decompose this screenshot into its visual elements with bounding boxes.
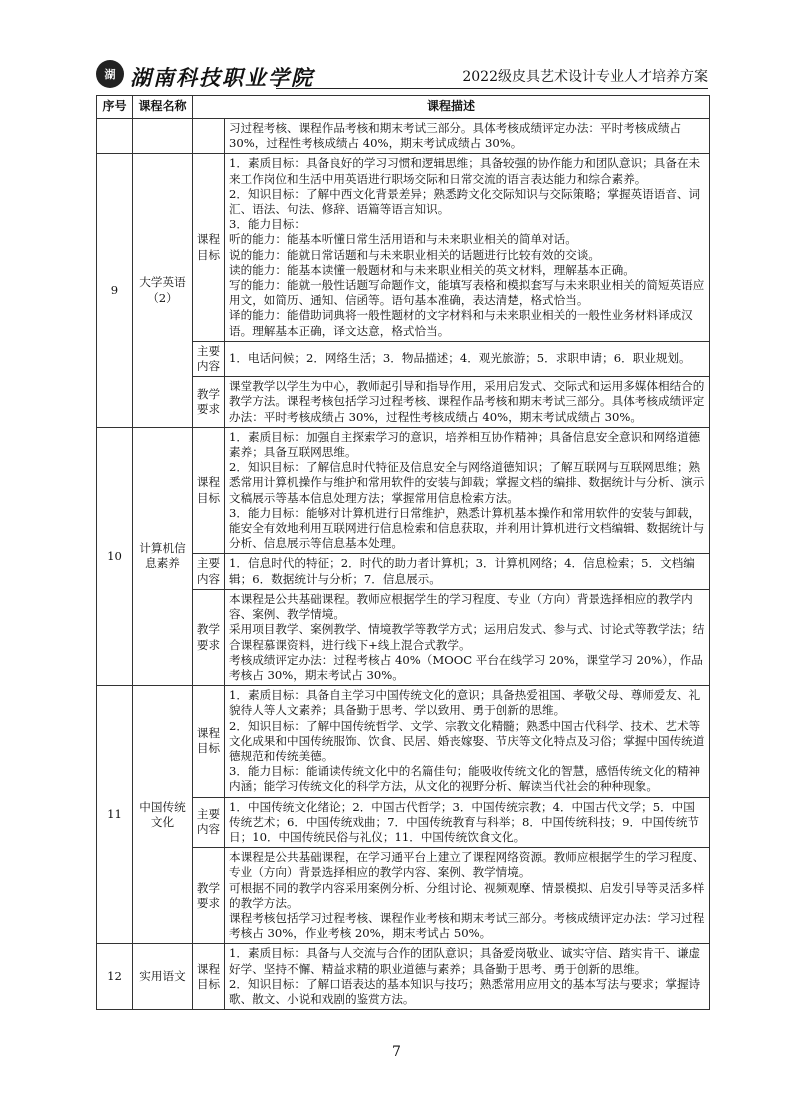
course-number: 9 xyxy=(97,154,133,427)
text-line: 考核成绩评定办法：过程考核占 40%（MOOC 平台在线学习 20%，课堂学习 20%），作品考核占 30%，期末考试占 30%。 xyxy=(229,652,703,682)
table-row xyxy=(97,944,710,1010)
content-label: 主要内容 xyxy=(193,554,225,589)
teaching-label: 教学要求 xyxy=(193,848,225,944)
text-line: 30%，过程性考核成绩占 40%，期末考试成绩占 30%。 xyxy=(229,136,523,151)
objectives-label: 课程目标 xyxy=(193,427,225,554)
table-row xyxy=(97,154,710,341)
content-text: 1．中国传统文化绪论；2．中国古代哲学；3．中国传统宗教；4．中国古代文学；5．中国传统艺术；6．中国传统戏曲；7．中国传统教育与科举；8．中国传统科技；9．中国传统节日；10．中国传统民俗与礼仪；11．中国传统饮食文化。 xyxy=(225,797,710,848)
header-divider xyxy=(276,88,708,89)
text-line: 1．素质目标：具备与人交流与合作的团队意识；具备爱岗敬业、诚实守信、踏实肯干、谦虚好学、坚持不懈、精益求精的职业道德与素养；具备勤于思考、勇于创新的思维。 xyxy=(229,946,701,976)
empty-cell xyxy=(193,119,225,154)
teaching-text xyxy=(225,848,710,944)
text-line: 本课程是公共基础课程。教师应根据学生的学习程度、专业（方向）背景选择相应的教学内容、案例、教学情境。 xyxy=(229,591,693,622)
text-line: 2．知识目标：了解中国传统哲学、文学、宗教文化精髓；熟悉中国古代科学、技术、艺术等文化成果和中国传统服饰、饮食、民居、婚丧嫁娶、节庆等文化特点及习俗；掌握中国传统道德规范和传统美德。 xyxy=(229,718,705,763)
table-header-row xyxy=(97,96,710,119)
course-name: 大学英语（2） xyxy=(133,154,193,427)
text-line: 2．知识目标：了解中西文化背景差异；熟悉跨文化交际知识与交际策略；掌握英语语音、词汇、语法、句法、修辞、语篇等语言知识。 xyxy=(229,186,701,217)
continued-description xyxy=(225,119,710,154)
school-logo-icon: 湖 xyxy=(96,60,124,88)
teaching-label: 教学要求 xyxy=(193,589,225,685)
content-text: 1．电话问候；2．网络生活；3．物品描述；4．观光旅游；5．求职申请；6．职业规划。 xyxy=(225,341,710,376)
text-line: 1．素质目标：具备良好的学习习惯和逻辑思维；具备较强的协作能力和团队意识；具备在未来工作岗位和生活中用英语进行职场交际和日常交流的语言表达能力和综合素养。 xyxy=(229,156,701,186)
document-title: 2022级皮具艺术设计专业人才培养方案 xyxy=(462,69,708,85)
text-line: 听的能力：能基本听懂日常生活用语和与未来职业相关的简单对话。 xyxy=(229,232,577,247)
objectives-label: 课程目标 xyxy=(193,154,225,341)
text-line: 可根据不同的教学内容采用案例分析、分组讨论、视频观摩、情景模拟、启发引导等灵活多样的教学方法。 xyxy=(229,880,705,910)
course-number: 12 xyxy=(97,944,133,1010)
teaching-label: 教学要求 xyxy=(193,377,225,428)
text-line: 本课程是公共基础课程，在学习通平台上建立了课程网络资源。教师应根据学生的学习程度、专业（方向）背景选择相应的教学内容、案例、教学情境。 xyxy=(229,850,705,880)
teaching-text: 课堂教学以学生为中心，教师起引导和指导作用，采用启发式、交际式和运用多媒体相结合的教学方法。课程考核包括学习过程考核、课程作品考核和期末考试三部分。具体考核成绩评定办法：平时考核成绩占 30%，过程性考核成绩占 40%，期末考试成绩占 30%。 xyxy=(225,377,710,428)
content-text: 1．信息时代的特征；2．时代的助力者计算机；3．计算机网络；4．信息检索；5．文档编辑；6．数据统计与分析；7．信息展示。 xyxy=(225,554,710,589)
course-number: 11 xyxy=(97,686,133,944)
text-line: 3．能力目标： xyxy=(229,217,306,232)
text-line: 1．素质目标：加强自主探索学习的意识，培养相互协作精神；具备信息安全意识和网络道德素养；具备互联网思维。 xyxy=(229,429,701,460)
text-line: 3．能力目标：能诵读传统文化中的名篇佳句；能吸收传统文化的智慧，感悟传统文化的精神内涵；能学习传统文化的科学方法，从文化的视野分析、解读当代社会的种种现象。 xyxy=(229,764,701,794)
objectives-text xyxy=(225,154,710,341)
table-row xyxy=(97,427,710,554)
course-number: 10 xyxy=(97,427,133,685)
table-row xyxy=(97,686,710,797)
curriculum-table xyxy=(96,95,710,1010)
objectives-text xyxy=(225,686,710,797)
course-name: 实用语文 xyxy=(133,944,193,1010)
text-line: 课程考核包括学习过程考核、课程作业考核和期末考试三部分。考核成绩评定办法：学习过程考核占 30%，作业考核 20%，期末考试占 50%。 xyxy=(229,910,705,941)
course-name: 中国传统文化 xyxy=(133,686,193,944)
text-line: 1．素质目标：具备自主学习中国传统文化的意识；具备热爱祖国、孝敬父母、尊师爱友、礼貌待人等人文素养；具备勤于思考、学以致用、勇于创新的思维。 xyxy=(229,688,701,718)
text-line: 2．知识目标：了解信息时代特征及信息安全与网络道德知识；了解互联网与互联网思维；熟悉常用计算机操作与维护和常用软件的安装与卸载；掌握文档的编排、数据统计与分析、演示文稿展示等基本信息处理方法；掌握常用信息检索方法。 xyxy=(229,460,705,505)
col-header-description: 课程描述 xyxy=(193,96,710,119)
objectives-text xyxy=(225,427,710,554)
text-line: 译的能力：能借助词典将一般性题材的文字材料和与未来职业相关的一般性业务材料译成汉语。理解基本正确，译文达意，格式恰当。 xyxy=(229,308,693,338)
objectives-label: 课程目标 xyxy=(193,686,225,797)
teaching-text xyxy=(225,589,710,685)
col-header-number: 序号 xyxy=(97,96,133,119)
school-name: 湖南科技职业学院 xyxy=(130,65,314,90)
table-row xyxy=(97,119,710,154)
objectives-label: 课程目标 xyxy=(193,944,225,1010)
empty-cell xyxy=(133,119,193,154)
content-label: 主要内容 xyxy=(193,797,225,848)
objectives-text xyxy=(225,944,710,1010)
text-line: 读的能力：能基本读懂一般题材和与未来职业相关的英文材料，理解基本正确。 xyxy=(229,262,635,277)
page-number: 7 xyxy=(392,1044,401,1060)
text-line: 2．知识目标：了解口语表达的基本知识与技巧；熟悉常用应用文的基本写法与要求；掌握诗歌、散文、小说和戏剧的鉴赏方法。 xyxy=(229,976,701,1006)
text-line: 说的能力：能就日常话题和与未来职业相关的话题进行比较有效的交谈。 xyxy=(229,247,601,262)
text-line: 写的能力：能就一般性话题写命题作文，能填写表格和模拟套写与未来职业相关的简短英语应用文，如简历、通知、信函等。语句基本准确，表达清楚，格式恰当。 xyxy=(229,278,705,308)
text-line: 采用项目教学、案例教学、情境教学等教学方式；运用启发式、参与式、讨论式等教学法；结合课程慕课资料，进行线下+线上混合式教学。 xyxy=(229,622,705,652)
text-line: 3．能力目标：能够对计算机进行日常维护，熟悉计算机基本操作和常用软件的安装与卸载，能安全有效地利用互联网进行信息检索和信息获取，并利用计算机进行文档编辑、数据统计与分析、信息展示等信息基本处理。 xyxy=(229,505,705,551)
col-header-course-name: 课程名称 xyxy=(133,96,193,119)
text-line: 习过程考核、课程作品考核和期末考试三部分。具体考核成绩评定办法：平时考核成绩占 xyxy=(229,121,682,135)
course-name: 计算机信息素养 xyxy=(133,427,193,685)
content-label: 主要内容 xyxy=(193,341,225,376)
empty-cell xyxy=(97,119,133,154)
page-header xyxy=(96,58,708,92)
